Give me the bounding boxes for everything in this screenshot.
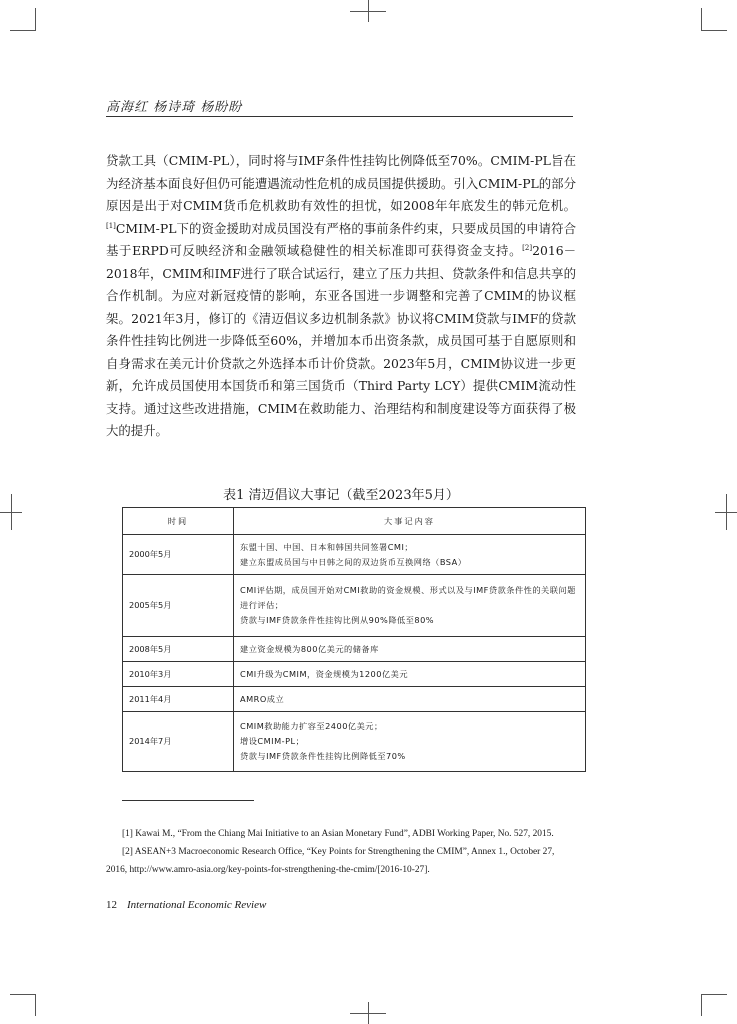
- event-line: 增设CMIM-PL；: [240, 736, 305, 746]
- event-line: CMI评估期，成员国开始对CMI救助的资金规模、形式以及与IMF贷款条件性的关联问题进行评估；: [240, 585, 576, 610]
- event-line: 贷款与IMF贷款条件性挂钩比例从90%降低至80%: [240, 615, 435, 625]
- event-line: 建立东盟成员国与中日韩之间的双边货币互换网络（BSA）: [240, 556, 467, 567]
- row-events: [234, 535, 586, 575]
- running-header-authors: 高海红 杨诗琦 杨盼盼: [106, 100, 243, 115]
- footnote-1: [1] Kawai M., “From the Chiang Mai Initiative to an Asian Monetary Fund”, ADBI Working Paper, No. 527, 2015.: [122, 829, 554, 839]
- crop-mark: [701, 994, 702, 1016]
- registration-mark: [726, 494, 727, 530]
- row-events: [234, 687, 586, 712]
- header-rule: [106, 116, 573, 117]
- table-row: [123, 637, 586, 662]
- column-header-events: 大事记内容: [234, 508, 586, 535]
- event-line: CMIM救助能力扩容至2400亿美元；: [240, 721, 383, 731]
- table-row: [123, 535, 586, 575]
- event-line: 贷款与IMF贷款条件性挂钩比例降低至70%: [240, 751, 406, 761]
- table-row: [123, 575, 586, 637]
- row-events: [234, 575, 586, 637]
- event-line: 东盟十国、中国、日本和韩国共同签署CMI；: [240, 541, 414, 552]
- crop-mark: [35, 8, 36, 30]
- page-number: 12: [106, 899, 117, 911]
- row-date: 2000年5月: [123, 535, 234, 575]
- row-date: 2005年5月: [123, 575, 234, 637]
- table-header-row: [123, 508, 586, 535]
- table-row: [123, 687, 586, 712]
- crop-mark: [10, 994, 36, 995]
- footnote-2: [2] ASEAN+3 Macroeconomic Research Office, “Key Points for Strengthening the CMIM”, Annex 1., October 27, 2016, http://www.amro-asia.org/key-points-for-strengthening-the-cmim/[2016-10-27].: [106, 847, 555, 875]
- column-header-date: 时间: [123, 508, 234, 535]
- row-date: 2008年5月: [123, 637, 234, 662]
- footnotes: [106, 825, 576, 879]
- footnote-ref-1[interactable]: [1]: [106, 221, 116, 230]
- registration-mark: [350, 1013, 386, 1014]
- table-caption: 表1 清迈倡议大事记（截至2023年5月）: [223, 488, 459, 503]
- paragraph-text: CMIM-PL下的资金援助对成员国没有严格的事前条件约束，只要成员国的申请符合基于ERPD可反映经济和金融领域稳健性的相关标准即可获得资金支持。: [106, 220, 576, 258]
- footnote-ref-2[interactable]: [2]: [522, 243, 533, 252]
- crop-mark: [35, 994, 36, 1016]
- row-date: 2014年7月: [123, 712, 234, 772]
- paragraph-text: 2016－2018年，CMIM和IMF进行了联合试运行，建立了压力共担、贷款条件和信息共享的合作机制。为应对新冠疫情的影响，东亚各国进一步调整和完善了CMIM的协议框架。2021年3月，修订的《清迈倡议多边机制条款》协议将CMIM贷款与IMF的贷款条件性挂钩比例进一步降低至60%，并增加本币出资条款，成员国可基于自愿原则和自身需求在美元计价贷款之外选择本币计价贷款。2023年5月，CMIM协议进一步更新，允许成员国使用本国货币和第三国货币（Third Party LCY）提供CMIM流动性支持。通过这些改进措施，CMIM在救助能力、治理结构和制度建设等方面获得了极大的提升。: [106, 243, 576, 438]
- row-events: [234, 637, 586, 662]
- event-line: CMI升级为CMIM，资金规模为1200亿美元: [240, 668, 409, 679]
- crop-mark: [10, 30, 36, 31]
- journal-title: International Economic Review: [127, 899, 267, 911]
- event-line: AMRO成立: [240, 693, 285, 704]
- row-date: 2010年3月: [123, 662, 234, 687]
- event-line: 建立资金规模为800亿美元的储备库: [240, 643, 379, 654]
- events-table: [122, 507, 586, 772]
- registration-mark: [350, 11, 386, 12]
- crop-mark: [701, 8, 702, 30]
- page-footer: [106, 899, 266, 911]
- table-row: [123, 712, 586, 772]
- crop-mark: [701, 994, 727, 995]
- paragraph-text: 贷款工具（CMIM-PL），同时将与IMF条件性挂钩比例降低至70%。CMIM-PL旨在为经济基本面良好但仍可能遭遇流动性危机的成员国提供援助。引入CMIM-PL的部分原因是出于对CMIM货币危机救助有效性的担忧，如2008年年底发生的韩元危机。: [106, 153, 576, 213]
- row-events: [234, 712, 586, 772]
- body-paragraph: [106, 150, 576, 443]
- row-date: 2011年4月: [123, 687, 234, 712]
- crop-mark: [701, 30, 727, 31]
- registration-mark: [11, 494, 12, 530]
- table-row: [123, 662, 586, 687]
- footnote-rule: [122, 800, 254, 801]
- row-events: [234, 662, 586, 687]
